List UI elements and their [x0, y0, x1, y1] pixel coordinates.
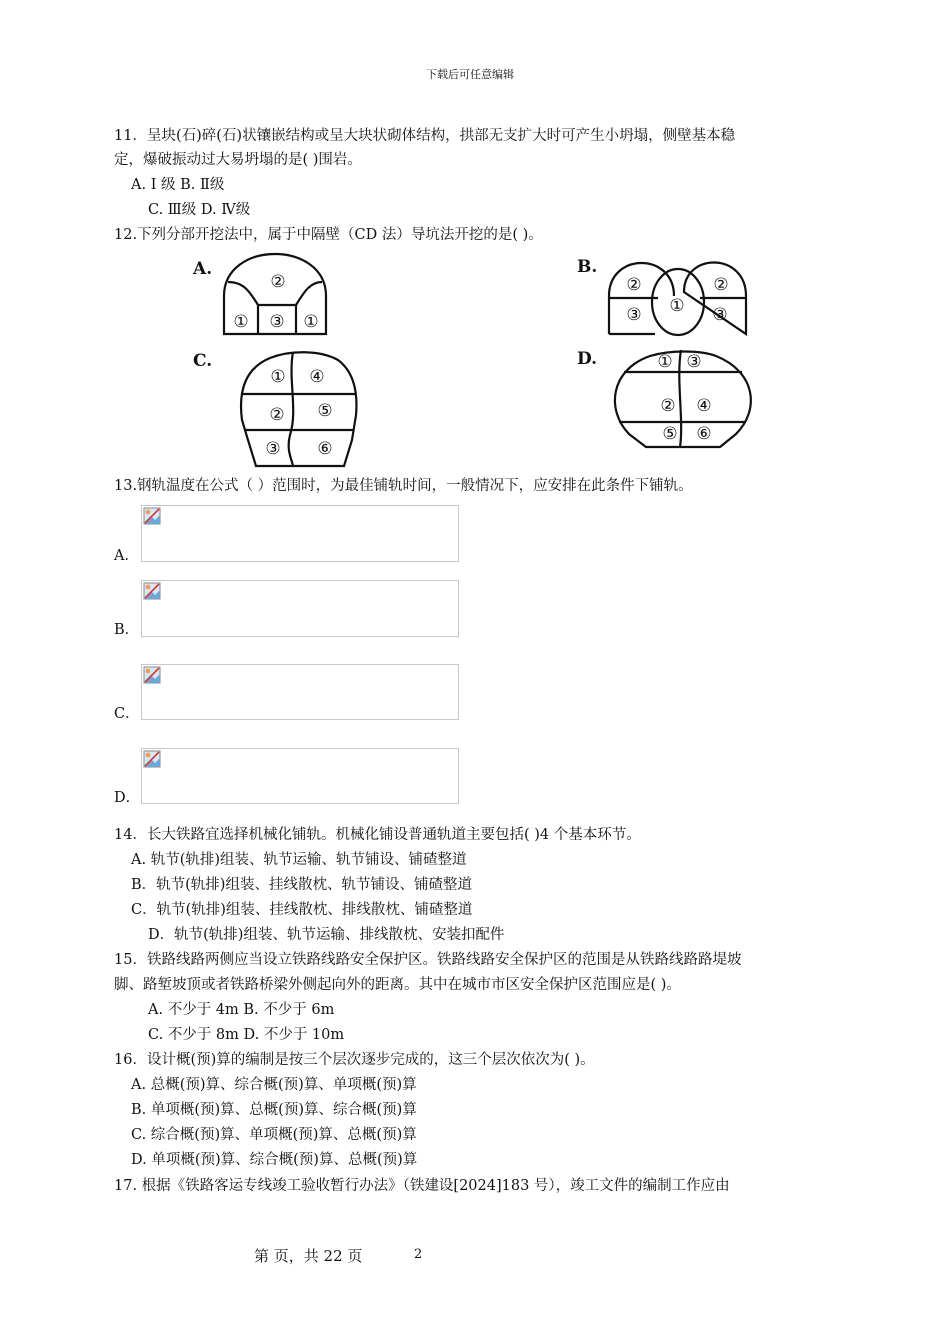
figure-d-label: D. [577, 349, 598, 369]
figure-c-num-1: ① [270, 367, 286, 387]
q12-figures [0, 0, 950, 480]
figure-d-num-5: ⑤ [662, 424, 678, 444]
figure-c-num-5: ⑤ [317, 401, 333, 421]
header-note: 下载后可任意编辑 [426, 68, 514, 81]
q14-option-c: C．轨节(轨排)组装、挂线散枕、排线散枕、铺碴整道 [131, 902, 473, 918]
figure-d-num-4: ④ [696, 396, 712, 416]
q13-option-a-label: A． [114, 548, 139, 564]
q16-option-b: B. 单项概(预)算、总概(预)算、综合概(预)算 [131, 1102, 417, 1118]
figure-b-num-2-right: ② [713, 275, 729, 295]
figure-a-num-2: ② [270, 272, 286, 292]
figure-d-num-2: ② [660, 396, 676, 416]
figure-d-num-1: ① [657, 352, 673, 372]
q15-line2: 脚、路堑坡顶或者铁路桥梁外侧起向外的距离。其中在城市市区安全保护区范围应是( )。 [114, 977, 681, 993]
figure-d-num-6: ⑥ [696, 424, 712, 444]
q11-options-ab: A. I 级 B. Ⅱ级 [131, 177, 225, 193]
q12-stem: 12.下列分部开挖法中，属于中隔壁（CD 法）导坑法开挖的是( )。 [114, 227, 543, 243]
figure-c-num-2: ② [269, 405, 285, 425]
figure-c-diagram [241, 352, 356, 466]
figure-c-num-6: ⑥ [317, 439, 333, 459]
figure-c-num-4: ④ [309, 367, 325, 387]
q13-stem: 13.钢轨温度在公式（ ）范围时，为最佳铺轨时间，一般情况下，应安排在此条件下铺轨。 [114, 478, 693, 494]
q13-option-b-label: B． [114, 622, 140, 638]
q14-option-d: D．轨节(轨排)组装、轨节运输、排线散枕、安装扣配件 [148, 927, 505, 943]
broken-image-icon [143, 507, 161, 525]
q15-line1: 15．铁路线路两侧应当设立铁路线路安全保护区。铁路线路安全保护区的范围是从铁路线路路堤坡 [114, 952, 742, 968]
q13-option-c-label: C． [114, 706, 140, 722]
figure-a-label: A. [193, 259, 213, 279]
q11-line1: 11．呈块(石)碎(石)状镶嵌结构或呈大块状砌体结构，拱部无支扩大时可产生小坍塌，侧壁基本稳 [114, 128, 736, 144]
footer-page-number: 2 [414, 1247, 423, 1262]
q16-stem: 16．设计概(预)算的编制是按三个层次逐步完成的，这三个层次依次为( )。 [114, 1052, 595, 1068]
q11-options-cd: C. Ⅲ级 D. Ⅳ级 [148, 202, 251, 218]
q16-option-a: A. 总概(预)算、综合概(预)算、单项概(预)算 [131, 1077, 417, 1093]
broken-image-icon [143, 750, 161, 768]
figure-a-num-1-right: ① [303, 312, 319, 332]
figure-c-label: C. [193, 351, 213, 371]
q14-option-b: B．轨节(轨排)组装、挂线散枕、轨节铺设、铺碴整道 [131, 877, 472, 893]
figure-b-num-3-right: ③ [712, 305, 728, 325]
figure-b-num-3-left: ③ [626, 305, 642, 325]
broken-image-icon [143, 582, 161, 600]
q13-option-c-image [141, 664, 459, 720]
q15-options-ab: A. 不少于 4m B. 不少于 6m [148, 1002, 335, 1018]
figure-a-num-3: ③ [269, 312, 285, 332]
broken-image-icon [143, 666, 161, 684]
figure-b-num-1: ① [669, 296, 685, 316]
figure-d-diagram [615, 350, 751, 447]
q16-option-c: C. 综合概(预)算、单项概(预)算、总概(预)算 [131, 1127, 417, 1143]
q11-line2: 定，爆破振动过大易坍塌的是( )围岩。 [114, 152, 362, 168]
figure-b-num-2-left: ② [626, 275, 642, 295]
q14-stem: 14．长大铁路宜选择机械化铺轨。机械化铺设普通轨道主要包括( )4 个基本环节。 [114, 827, 641, 843]
footer-page-text: 第 页，共 22 页 [254, 1247, 363, 1265]
q16-option-d: D. 单项概(预)算、综合概(预)算、总概(预)算 [131, 1152, 418, 1168]
figure-c-num-3: ③ [265, 439, 281, 459]
q17-line1: 17. 根据《铁路客运专线竣工验收暂行办法》（铁建设[2024]183 号），竣工文件的编制工作应由 [114, 1178, 730, 1194]
figure-b-label: B. [577, 257, 598, 277]
q13-option-d-image [141, 748, 459, 804]
figure-a-num-1-left: ① [233, 312, 249, 332]
q14-option-a: A. 轨节(轨排)组装、轨节运输、轨节铺设、铺碴整道 [131, 852, 467, 868]
q13-option-b-image [141, 580, 459, 637]
q13-option-d-label: D． [114, 790, 141, 806]
figure-d-num-3: ③ [686, 352, 702, 372]
q15-options-cd: C. 不少于 8m D. 不少于 10m [148, 1027, 345, 1043]
q13-option-a-image [141, 505, 459, 562]
